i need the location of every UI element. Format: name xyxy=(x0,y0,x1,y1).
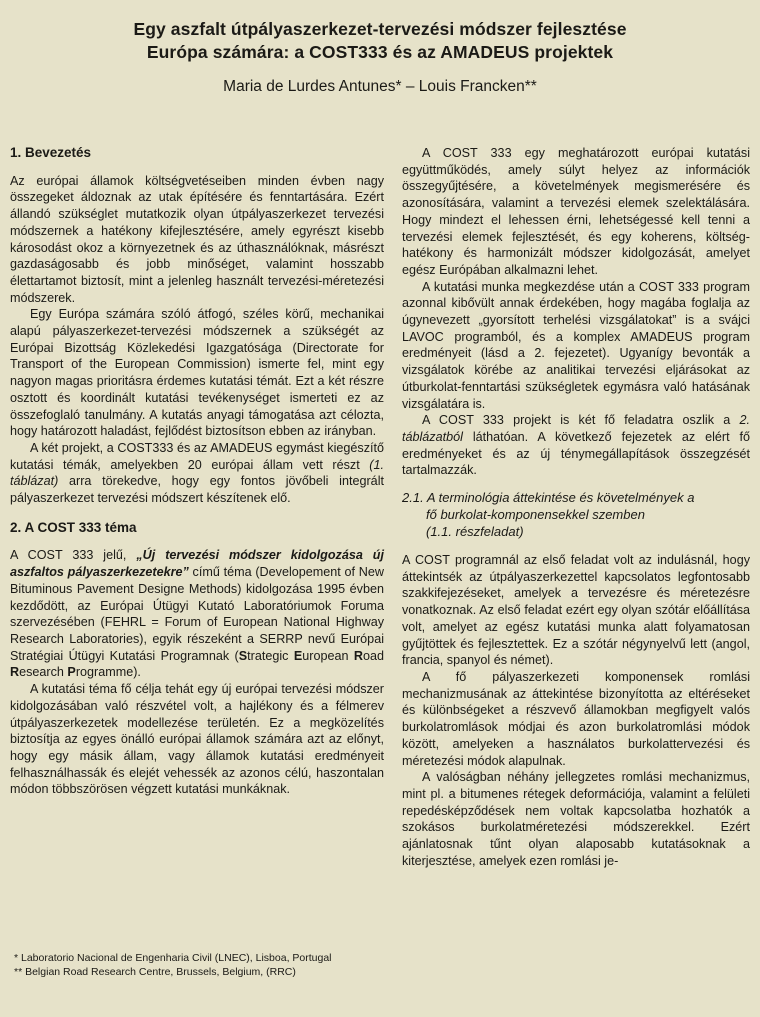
acronym-letter: P xyxy=(67,665,76,680)
paragraph: Egy Európa számára szóló átfogó, széles körű, mechanikai alapú pályaszerkezet-tervezési módszernek a szükségét az Európai Bizottság Közlekedési Igazgatósága (Directorate for Transport of the European Commission) ismerte fel, mint egy nagyon magas prioritásra érdemes kutatási témát. Ezt a két részre osztott és koordinált kutatási tevékenységet ismerteti ez az összefoglaló tanulmány. A kutatás anyagi támogatása azt célozta, hogy határozott haladást, fejlődést biztosítson ebben az irányban. xyxy=(10,307,384,439)
footnote-1: * Laboratorio Nacional de Engenharia Civil (LNEC), Lisboa, Portugal xyxy=(14,952,332,964)
text-span: esearch xyxy=(19,665,68,680)
section-heading-cost333: 2. A COST 333 téma xyxy=(10,519,137,535)
acronym-letter: R xyxy=(353,648,363,663)
text-span: A COST 333 jelű, xyxy=(10,548,137,563)
paragraph xyxy=(10,547,384,681)
subsection-heading-line: (1.1. részfeladat) xyxy=(426,524,524,540)
title-line-1: Egy aszfalt útpályaszerkezet-tervezési módszer fejlesztése xyxy=(133,19,627,39)
title-line-2: Európa számára: a COST333 és az AMADEUS projektek xyxy=(146,42,614,62)
paragraph: A kutatási munka megkezdése után a COST 333 program azonnal kibővült annak érdekében, hogy magába foglalja az úgynevezett „gyorsított terhelési vizsgálatokat” is a svájci LAVOC programból, és a komplex AMADEUS program eredményeit (lásd a 2. fejezetet). Ugyanígy bevonták a vizsgálatok körébe az analitikai tervezési eljárásokat az útburkolat-fenntartási szükségletek egymásra való hatásának vizsgálatára is. xyxy=(402,279,750,411)
text-span: trategic xyxy=(247,648,294,663)
paragraph xyxy=(10,440,384,507)
table-reference: 2. táblázatból xyxy=(402,413,750,444)
paragraph: A COST 333 egy meghatározott európai kutatási együttműködés, amely súlyt helyez az információk összegyűjtésére, a követelmények megismerésére és azonosítására, valamint a tervezési elemek szelektálására. Hogy mindezt el lehessen érni, lehetségessé kell tenni a tervezési elemek fejlesztését, és egy koherens, költség-hatékony és harmonizált módszer kidolgozását, amelyet egész Európában alkalmazni lehet. xyxy=(402,146,750,277)
subsection-heading-line: 2.1. A terminológia áttekintése és követelmények a xyxy=(402,490,695,506)
footnotes xyxy=(14,951,332,979)
text-span: A COST 333 projekt is két fő feladatra oszlik a xyxy=(422,413,740,428)
table-reference: (1. táblázat) xyxy=(10,457,384,489)
paragraph: A fő pályaszerkezeti komponensek romlási mechanizmusának az áttekintése bizonyította az eltéréseket és különbségeket a részvevő államokban megfigyelt valós burkolatromlások módjai és azon burkolatromlási módok között, amelyeken a használatos burkolattervezési és méretezési módok alapulnak. xyxy=(402,669,750,768)
subsection-heading xyxy=(402,489,750,540)
authors: Maria de Lurdes Antunes* – Louis Francken** xyxy=(223,78,537,95)
project-title-quote: „Új tervezési módszer kidolgozása új aszfaltos pályaszerkezetekre” xyxy=(10,548,384,580)
acronym-letter: S xyxy=(238,648,248,663)
text-span: láthatóan. A következő fejezetek az elért fő eredményeket és az új ténymegállapítások összegzését tartalmazzák. xyxy=(402,429,750,478)
text-span: rogramme). xyxy=(75,665,141,680)
paragraph: A kutatási téma fő célja tehát egy új európai tervezési módszer kidolgozásában való részvétel volt, a hajlékony és a félmerev útpályaszerkezetek modellezése területén. Ez a megközelítés biztosítja az egyes önálló európai államok számára azt az előnyt, hogy egy másik állam, vagy államok kutatási eredményeit felhasználhassák és elejét vehessék az azonos célú, haszontalan módon többszörösen végzett kutatási munkáknak. xyxy=(10,682,384,797)
footnote-2: ** Belgian Road Research Centre, Brussels, Belgium, (RRC) xyxy=(14,966,296,978)
acronym-letter: E xyxy=(293,648,303,663)
paragraph xyxy=(402,412,750,479)
text-span: A két projekt, a COST333 és az AMADEUS egymást kiegészítő kutatási témák, amelyekben 20 európai állam vett részt xyxy=(10,440,384,472)
text-span: oad xyxy=(362,648,384,663)
subsection-heading-line: fő burkolat-komponensekkel szemben xyxy=(426,507,645,523)
left-column xyxy=(10,145,384,798)
text-span: arra törekedve, hogy egy fontos jövőbeli integrált pályaszerkezet tervezési módszert készítenek elő. xyxy=(10,474,384,506)
article-title xyxy=(0,18,760,64)
text-span: című téma (Developement of New Bituminous Pavement Designe Methods) kidolgozása 1995 évben kezdődött, az Európai Útügyi Kutató Laboratóriumok Foruma szervezésében (FEHRL = Forum of European National Highway Research Laboratories), egyik részeként a SERRP nevű Európai Stratégiai Útügyi Kutatási Programnak ( xyxy=(10,565,384,663)
paragraph: Az európai államok költségvetéseiben minden évben nagy összegeket áldoznak az utak építésére és fenntartására. Ezért állandó szükséglet mutatkozik olyan útpályaszerkezet tervezési módszernek a hatékony kifejlesztésére, amely egyrészt kisebb károsodást okoz a környezetnek és az úthasználóknak, másrészt gazdaságosabb és jobb minőséget, valamint hosszabb élettartamot biztosít, mint a jelenleg használt tervezési-méretezési módszerek. xyxy=(10,173,384,305)
right-column xyxy=(402,145,750,869)
article-header xyxy=(0,18,760,96)
paragraph: A valóságban néhány jellegzetes romlási mechanizmus, mint pl. a bitumenes rétegek deformációja, valamint a felületi repedésképződések nem voltak kapcsolatba hozhatók a szokásos burkolatméretezési módszerekkel. Ezért ajánlatosnak tűnt olyan alaposabb kutatásoknak a kiterjesztése, amelyek ezen romlási je- xyxy=(402,770,750,868)
paragraph: A COST programnál az első feladat volt az indulásnál, hogy áttekintsék az útpályaszerkezettel kapcsolatos legfontosabb szakkifejezéseket, amelyek a tervezésre és méretezésre vonatkoznak. Az első feladat ezért egy olyan szótár előállítása volt, amelyet az egész kutatási munka alatt folyamatosan gyűjtöttek és fejlesztettek. Ez a szótár négynyelvű lett (angol, francia, spanyol és német). xyxy=(402,553,750,668)
acronym-letter: R xyxy=(10,665,20,680)
section-heading-intro: 1. Bevezetés xyxy=(10,145,92,160)
text-span: uropean xyxy=(302,648,354,663)
